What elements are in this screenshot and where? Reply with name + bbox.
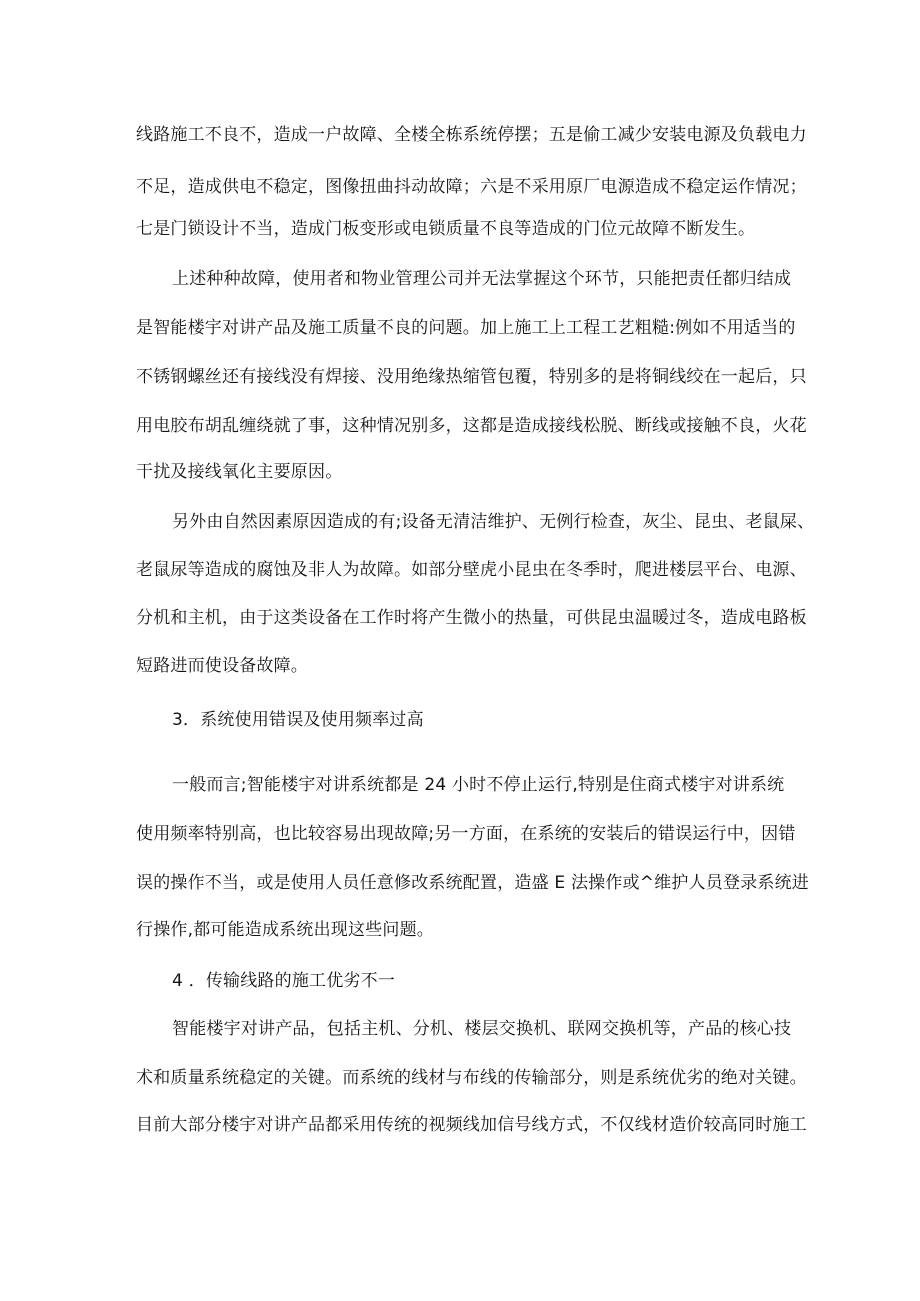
section-heading-4: 4 ．传输线路的施工优劣不一 — [172, 971, 396, 991]
paragraph-line: 分机和主机，由于这类设备在工作时将产生微小的热量，可供昆虫温暖过冬，造成电路板 — [136, 608, 807, 628]
paragraph-line: 误的操作不当，或是使用人员任意修改系统配置，造盛 E 法操作或^维护人员登录系统进 — [136, 873, 809, 893]
paragraph-line: 上述种种故障，使用者和物业管理公司并无法掌握这个环节，只能把责任都归结成 — [172, 269, 792, 289]
paragraph-line: 术和质量系统稳定的关键。而系统的线材与布线的传输部分，则是系统优劣的绝对关键。 — [136, 1068, 807, 1088]
paragraph-line: 另外由自然因素原因造成的有;设备无清洁维护、无例行检查，灰尘、昆虫、老鼠屎、 — [172, 512, 815, 532]
paragraph-line: 不锈钢螺丝还有接线没有焊接、没用绝缘热缩管包覆，特别多的是将铜线绞在一起后，只 — [136, 367, 807, 387]
paragraph-line: 老鼠尿等造成的腐蚀及非人为故障。如部分壁虎小昆虫在冬季时，爬进楼层平台、电源、 — [136, 560, 807, 580]
paragraph-line: 短路进而使设备故障。 — [136, 656, 308, 676]
paragraph-line: 是智能楼宇对讲产品及施工质量不良的问题。加上施工上工程工艺粗糙:例如不用适当的 — [136, 318, 796, 338]
paragraph-line: 一般而言;智能楼宇对讲系统都是 24 小时不停止运行,特别是住商式楼宇对讲系统 — [172, 775, 785, 795]
paragraph-line: 七是门锁设计不当，造成门板变形或电锁质量不良等造成的门位元故障不断发生。 — [136, 219, 756, 239]
paragraph-line: 线路施工不良不，造成一户故障、全楼全栋系统停摆；五是偷工减少安装电源及负载电力 — [136, 125, 807, 145]
paragraph-line: 用电胶布胡乱缠绕就了事，这种情况别多，这都是造成接线松脱、断线或接触不良，火花 — [136, 416, 807, 436]
section-heading-3: 3．系统使用错误及使用频率过高 — [172, 710, 424, 730]
paragraph-line: 使用频率特别高，也比较容易出现故障;另一方面，在系统的安装后的错误运行中，因错 — [136, 824, 796, 844]
paragraph-line: 目前大部分楼宇对讲产品都采用传统的视频线加信号线方式，不仅线材造价较高同时施工 — [136, 1115, 807, 1135]
paragraph-line: 不足，造成供电不稳定，图像扭曲抖动故障；六是不采用原厂电源造成不稳定运作情况； — [136, 177, 807, 197]
paragraph-line: 干扰及接线氧化主要原因。 — [136, 462, 343, 482]
paragraph-line: 智能楼宇对讲产品，包括主机、分机、楼层交换机、联网交换机等，产品的核心技 — [172, 1019, 792, 1039]
paragraph-line: 行操作,都可能造成系统出现这些问题。 — [136, 920, 435, 940]
